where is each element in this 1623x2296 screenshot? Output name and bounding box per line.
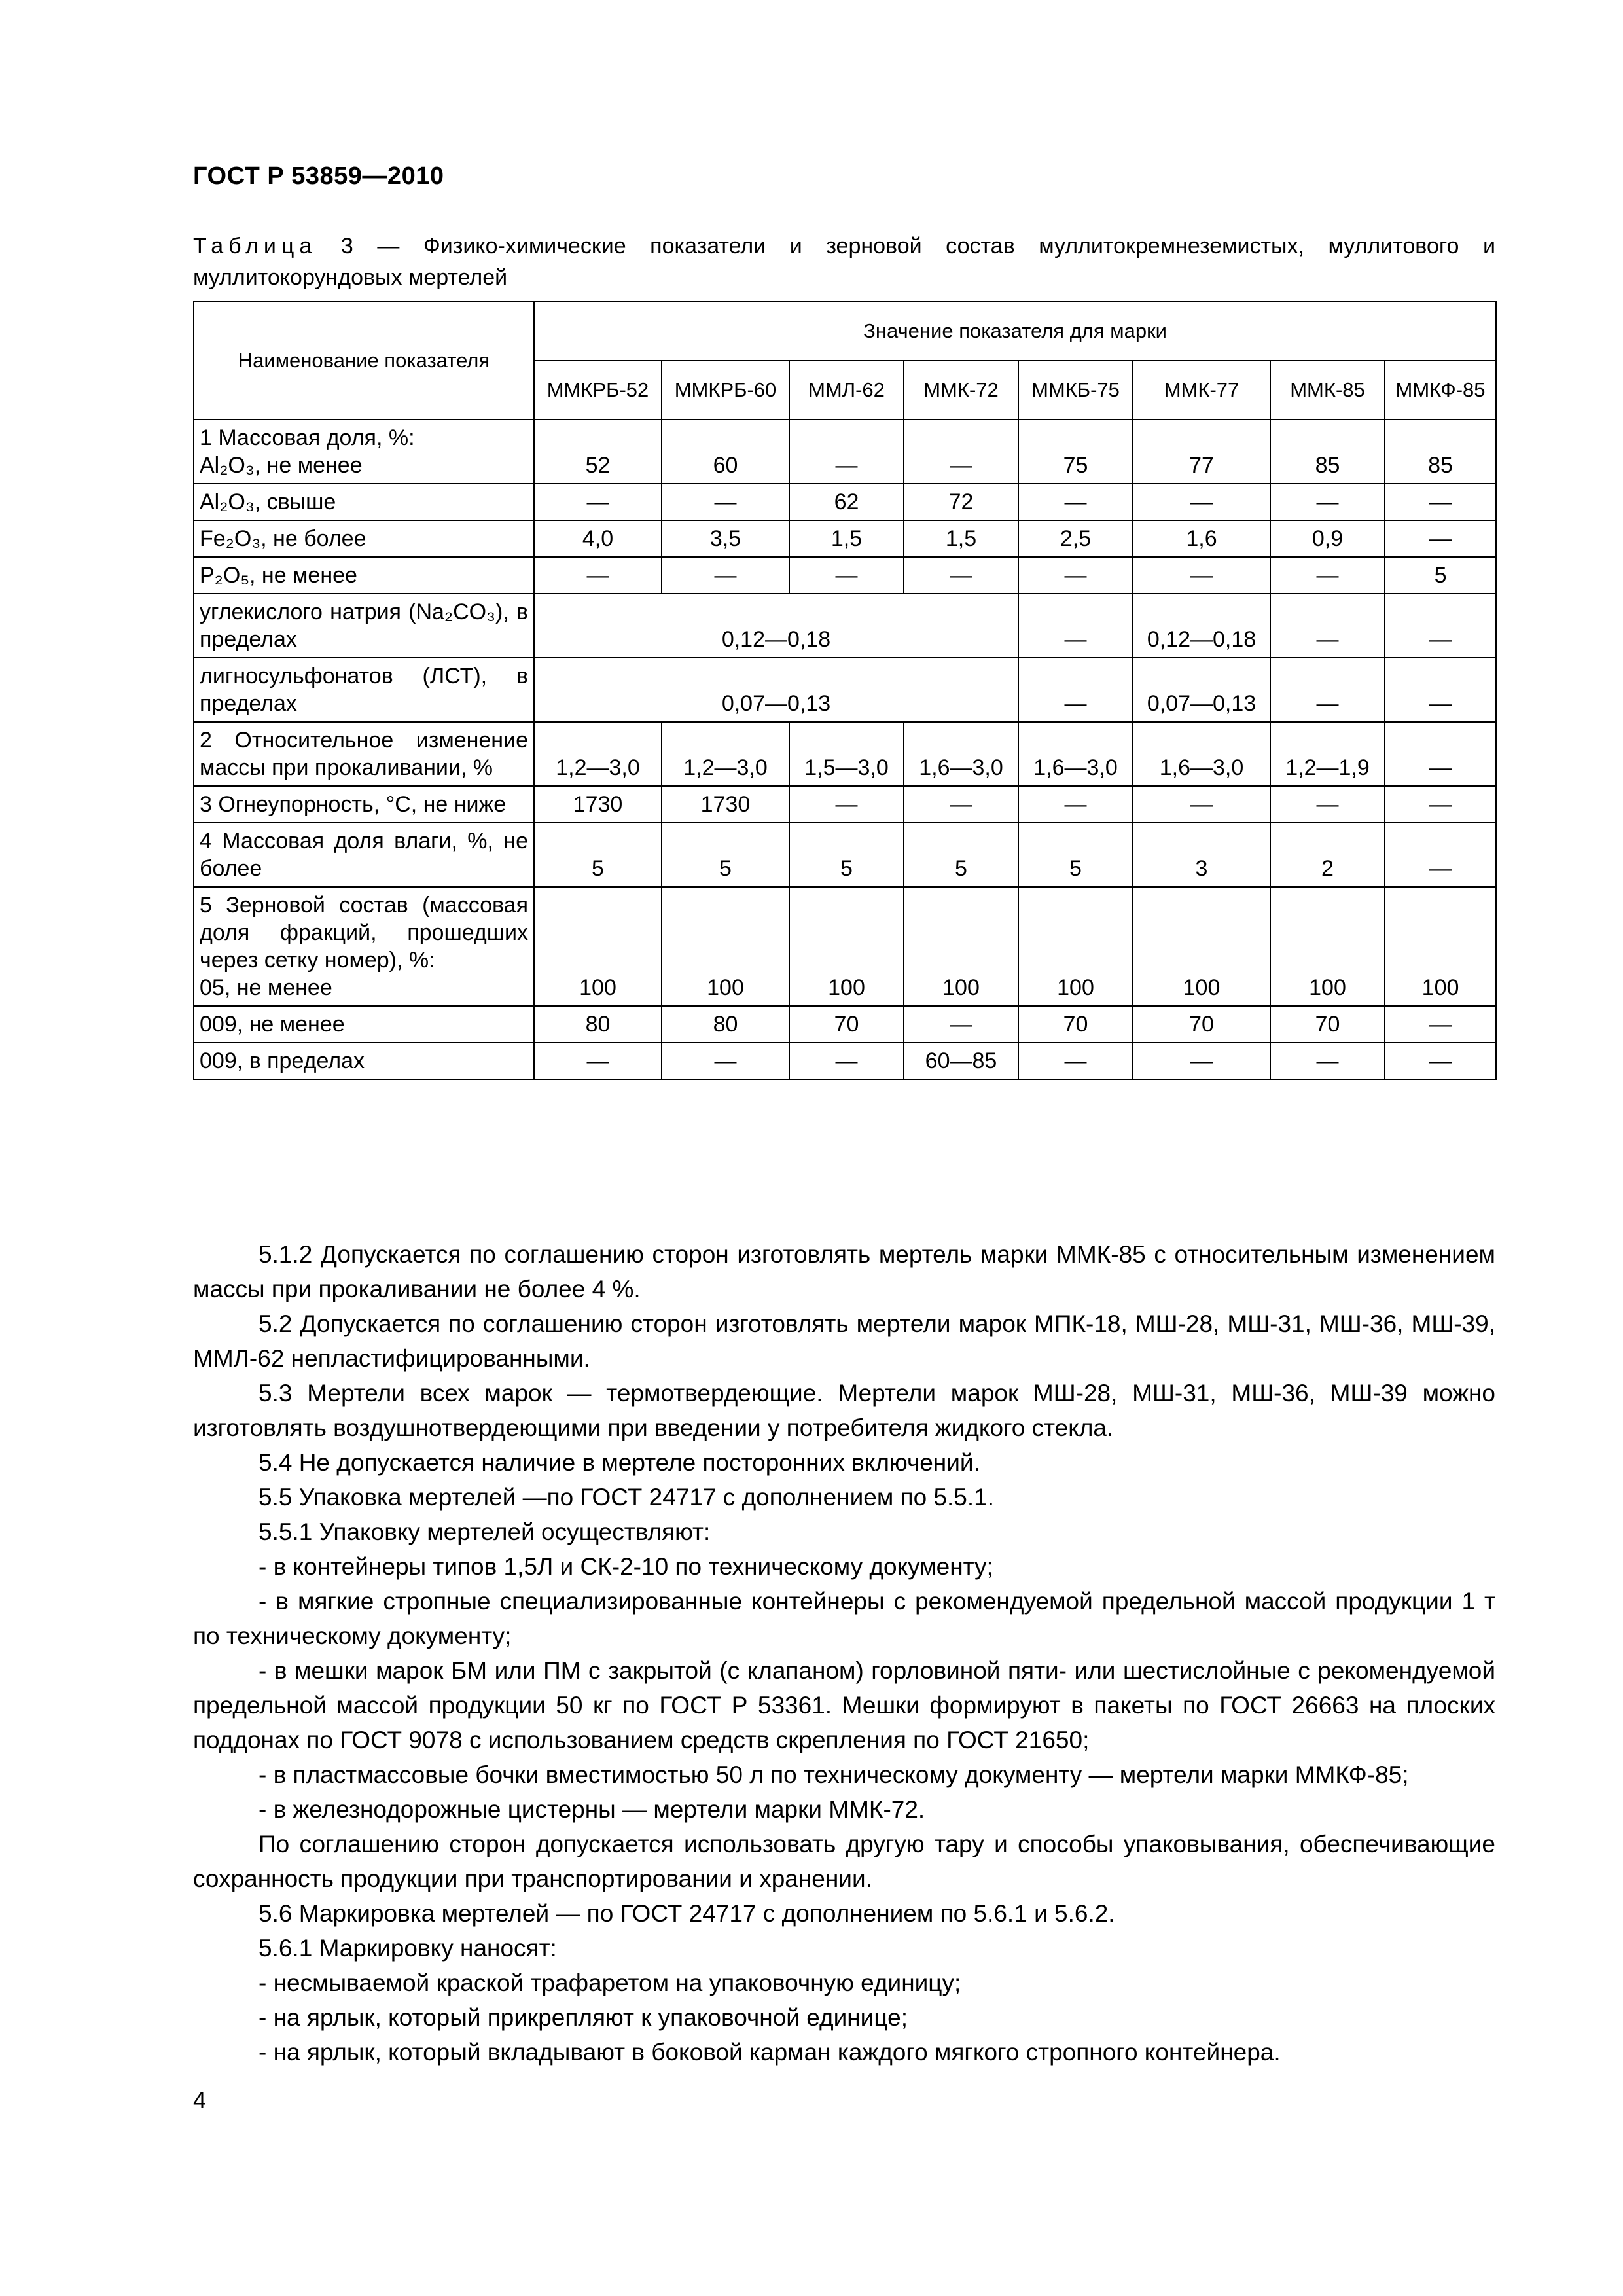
table-cell: 4,0 — [534, 520, 662, 557]
table-cell: — — [1270, 658, 1385, 722]
table-cell: — — [1385, 786, 1496, 823]
table-row — [194, 594, 1496, 658]
table-row — [194, 823, 1496, 887]
table-row — [194, 420, 1496, 484]
header-parameter-name: Наименование показателя — [194, 302, 534, 420]
table-cell: 100 — [1018, 887, 1133, 1006]
paragraph: 5.6.1 Маркировку наносят: — [259, 1935, 557, 1962]
table-cell: 2,5 — [1018, 520, 1133, 557]
table-cell: 0,12—0,18 — [1133, 594, 1270, 658]
table-row — [194, 484, 1496, 520]
paragraph: 5.5.1 Упаковку мертелей осуществляют: — [259, 1518, 711, 1545]
table-cell: 100 — [662, 887, 789, 1006]
table-row — [194, 722, 1496, 786]
row-name: Fe₂O₃, не более — [194, 520, 534, 557]
table-caption-text: 3 — Физико-химические показатели и зерновой состав муллитокремнеземистых, муллитового и муллитокорундовых мертелей — [193, 234, 1495, 290]
table-row — [194, 658, 1496, 722]
table-cell: — — [904, 557, 1018, 594]
table-cell: — — [534, 1043, 662, 1079]
grade-header: ММК-77 — [1133, 361, 1270, 420]
table-cell: 5 — [1018, 823, 1133, 887]
table-cell: — — [1385, 520, 1496, 557]
table-cell: 70 — [789, 1006, 904, 1043]
header-grade-values: Значение показателя для марки — [534, 302, 1496, 361]
table-cell: 0,07—0,13 — [534, 658, 1018, 722]
paragraph: 5.1.2 Допускается по соглашению сторон изготовлять мертель марки ММК-85 с относительным изменением массы при прокаливании не более 4 %. — [193, 1241, 1495, 1302]
table-cell: 100 — [1270, 887, 1385, 1006]
table-cell: — — [662, 484, 789, 520]
table-cell: 0,9 — [1270, 520, 1385, 557]
table-cell: — — [1385, 722, 1496, 786]
grade-header: ММЛ-62 — [789, 361, 904, 420]
table-cell: 100 — [534, 887, 662, 1006]
list-item: - в пластмассовые бочки вместимостью 50 л по техническому документу — мертели марки ММКФ-85; — [259, 1761, 1409, 1788]
table-row — [194, 520, 1496, 557]
table-cell: 70 — [1133, 1006, 1270, 1043]
paragraph: 5.6 Маркировка мертелей — по ГОСТ 24717 с дополнением по 5.6.1 и 5.6.2. — [259, 1900, 1115, 1927]
table-cell: 0,07—0,13 — [1133, 658, 1270, 722]
table-cell: 3,5 — [662, 520, 789, 557]
row-subname: Al₂O₃, не менее — [200, 453, 363, 478]
table-cell: 100 — [904, 887, 1018, 1006]
table-cell: 85 — [1385, 420, 1496, 484]
table-cell: — — [1133, 1043, 1270, 1079]
table-cell: — — [789, 420, 904, 484]
table-cell: — — [1133, 557, 1270, 594]
table-cell: 1730 — [534, 786, 662, 823]
row-title: 5 Зерновой состав (массовая доля фракций, прошедших через сетку номер), %: — [200, 893, 528, 973]
table-cell: 1730 — [662, 786, 789, 823]
table-cell: 5 — [534, 823, 662, 887]
table-cell: — — [904, 1006, 1018, 1043]
table-cell: 100 — [1385, 887, 1496, 1006]
list-item: - в мягкие стропные специализированные контейнеры с рекомендуемой предельной массой продукции 1 т по техническому документу; — [193, 1588, 1495, 1649]
row-subname: 05, не менее — [200, 975, 332, 1000]
list-item: - на ярлык, который вкладывают в боковой карман каждого мягкого стропного контейнера. — [259, 2039, 1281, 2066]
table-cell: 1,6 — [1133, 520, 1270, 557]
table-cell: 75 — [1018, 420, 1133, 484]
row-title: 1 Массовая доля, %: — [200, 425, 415, 450]
row-name: 3 Огнеупорность, °С, не ниже — [194, 786, 534, 823]
table-cell: 70 — [1018, 1006, 1133, 1043]
table-row — [194, 786, 1496, 823]
table-cell: — — [1018, 484, 1133, 520]
table-cell: — — [1133, 484, 1270, 520]
table-cell: — — [1385, 823, 1496, 887]
table-cell: 5 — [904, 823, 1018, 887]
table-cell: 1,2—3,0 — [534, 722, 662, 786]
properties-table — [193, 301, 1497, 1080]
table-cell: — — [1018, 658, 1133, 722]
table-cell: — — [1018, 557, 1133, 594]
table-cell: — — [534, 557, 662, 594]
table-cell: 3 — [1133, 823, 1270, 887]
table-cell: 80 — [662, 1006, 789, 1043]
table-cell: — — [1385, 1006, 1496, 1043]
row-name: углекислого натрия (Na₂CO₃), в пределах — [194, 594, 534, 658]
row-name: 4 Массовая доля влаги, %, не более — [194, 823, 534, 887]
table-cell: — — [1270, 594, 1385, 658]
table-cell: 1,2—1,9 — [1270, 722, 1385, 786]
row-name: Al₂O₃, свыше — [194, 484, 534, 520]
grade-header: ММКФ-85 — [1385, 361, 1496, 420]
table-row — [194, 1043, 1496, 1079]
table-cell: 52 — [534, 420, 662, 484]
table-cell: — — [662, 1043, 789, 1079]
list-item: - на ярлык, который прикрепляют к упаковочной единице; — [259, 2004, 908, 2031]
table-cell: 1,6—3,0 — [1018, 722, 1133, 786]
table-cell: — — [1270, 484, 1385, 520]
table-cell: 1,5 — [789, 520, 904, 557]
table-cell: 72 — [904, 484, 1018, 520]
table-cell: — — [1018, 1043, 1133, 1079]
table-cell: 5 — [1385, 557, 1496, 594]
row-name: P₂O₅, не менее — [194, 557, 534, 594]
table-cell: — — [1133, 786, 1270, 823]
row-name: 009, в пределах — [194, 1043, 534, 1079]
table-caption — [193, 230, 1495, 293]
list-item: - несмываемой краской трафаретом на упаковочную единицу; — [259, 1969, 961, 1996]
table-cell: — — [1270, 786, 1385, 823]
table-cell: — — [1270, 557, 1385, 594]
table-cell: — — [1385, 484, 1496, 520]
table-caption-label: Таблица — [193, 234, 317, 259]
table-cell: 77 — [1133, 420, 1270, 484]
table-cell: 1,5 — [904, 520, 1018, 557]
table-cell: 80 — [534, 1006, 662, 1043]
table-cell: 2 — [1270, 823, 1385, 887]
table-cell: 100 — [789, 887, 904, 1006]
table-row — [194, 887, 1496, 1006]
table-cell: — — [1385, 1043, 1496, 1079]
list-item: - в железнодорожные цистерны — мертели марки ММК-72. — [259, 1796, 925, 1823]
table-cell: — — [534, 484, 662, 520]
list-item: - в контейнеры типов 1,5Л и СК-2-10 по техническому документу; — [259, 1553, 993, 1580]
row-name — [194, 887, 534, 1006]
table-cell: 5 — [789, 823, 904, 887]
list-item: - в мешки марок БМ или ПМ с закрытой (с клапаном) горловиной пяти- или шестислойные с рекомендуемой предельной массой продукции 50 кг по ГОСТ Р 53361. Мешки формируют в пакеты по ГОСТ 26663 на плоских поддонах по ГОСТ 9078 с использованием средств скрепления по ГОСТ 21650; — [193, 1657, 1495, 1753]
paragraph: По соглашению сторон допускается использовать другую тару и способы упаковывания, обеспечивающие сохранность продукции при транспортировании и хранении. — [193, 1831, 1495, 1892]
body-text — [193, 1237, 1495, 2070]
table-cell: — — [1018, 786, 1133, 823]
row-name: 2 Относительное изменение массы при прокаливании, % — [194, 722, 534, 786]
table-cell: — — [1270, 1043, 1385, 1079]
table-cell: — — [904, 786, 1018, 823]
table-row — [194, 557, 1496, 594]
paragraph: 5.2 Допускается по соглашению сторон изготовлять мертели марок МПК-18, МШ-28, МШ-31, МШ-36, МШ-39, ММЛ-62 непластифицированными. — [193, 1310, 1495, 1372]
paragraph: 5.3 Мертели всех марок — термотвердеющие. Мертели марок МШ-28, МШ-31, МШ-36, МШ-39 можно изготовлять воздушнотвердеющими при введении у потребителя жидкого стекла. — [193, 1380, 1495, 1441]
grade-header: ММК-85 — [1270, 361, 1385, 420]
row-name — [194, 420, 534, 484]
table-cell: — — [904, 420, 1018, 484]
table-cell: — — [662, 557, 789, 594]
table-cell: 85 — [1270, 420, 1385, 484]
document-code: ГОСТ Р 53859—2010 — [193, 162, 444, 190]
table-cell: 1,6—3,0 — [1133, 722, 1270, 786]
table-cell: — — [1018, 594, 1133, 658]
row-name: 009, не менее — [194, 1006, 534, 1043]
table-cell: — — [1385, 594, 1496, 658]
table-cell: 1,2—3,0 — [662, 722, 789, 786]
table-cell: 100 — [1133, 887, 1270, 1006]
table-cell: 60 — [662, 420, 789, 484]
table-cell: 5 — [662, 823, 789, 887]
table-cell: — — [789, 1043, 904, 1079]
table-cell: 60—85 — [904, 1043, 1018, 1079]
table-cell: 0,12—0,18 — [534, 594, 1018, 658]
grade-header: ММКРБ-52 — [534, 361, 662, 420]
table-cell: — — [789, 557, 904, 594]
grade-header: ММК-72 — [904, 361, 1018, 420]
grade-header: ММКБ-75 — [1018, 361, 1133, 420]
table-cell: — — [789, 786, 904, 823]
table-cell: — — [1385, 658, 1496, 722]
table-cell: 70 — [1270, 1006, 1385, 1043]
table-cell: 62 — [789, 484, 904, 520]
page-number: 4 — [193, 2087, 207, 2113]
table-cell: 1,5—3,0 — [789, 722, 904, 786]
table-cell: 1,6—3,0 — [904, 722, 1018, 786]
paragraph: 5.5 Упаковка мертелей —по ГОСТ 24717 с дополнением по 5.5.1. — [259, 1484, 995, 1511]
paragraph: 5.4 Не допускается наличие в мертеле посторонних включений. — [259, 1449, 980, 1476]
grade-header: ММКРБ-60 — [662, 361, 789, 420]
row-name: лигносульфонатов (ЛСТ), в пределах — [194, 658, 534, 722]
table-row — [194, 1006, 1496, 1043]
